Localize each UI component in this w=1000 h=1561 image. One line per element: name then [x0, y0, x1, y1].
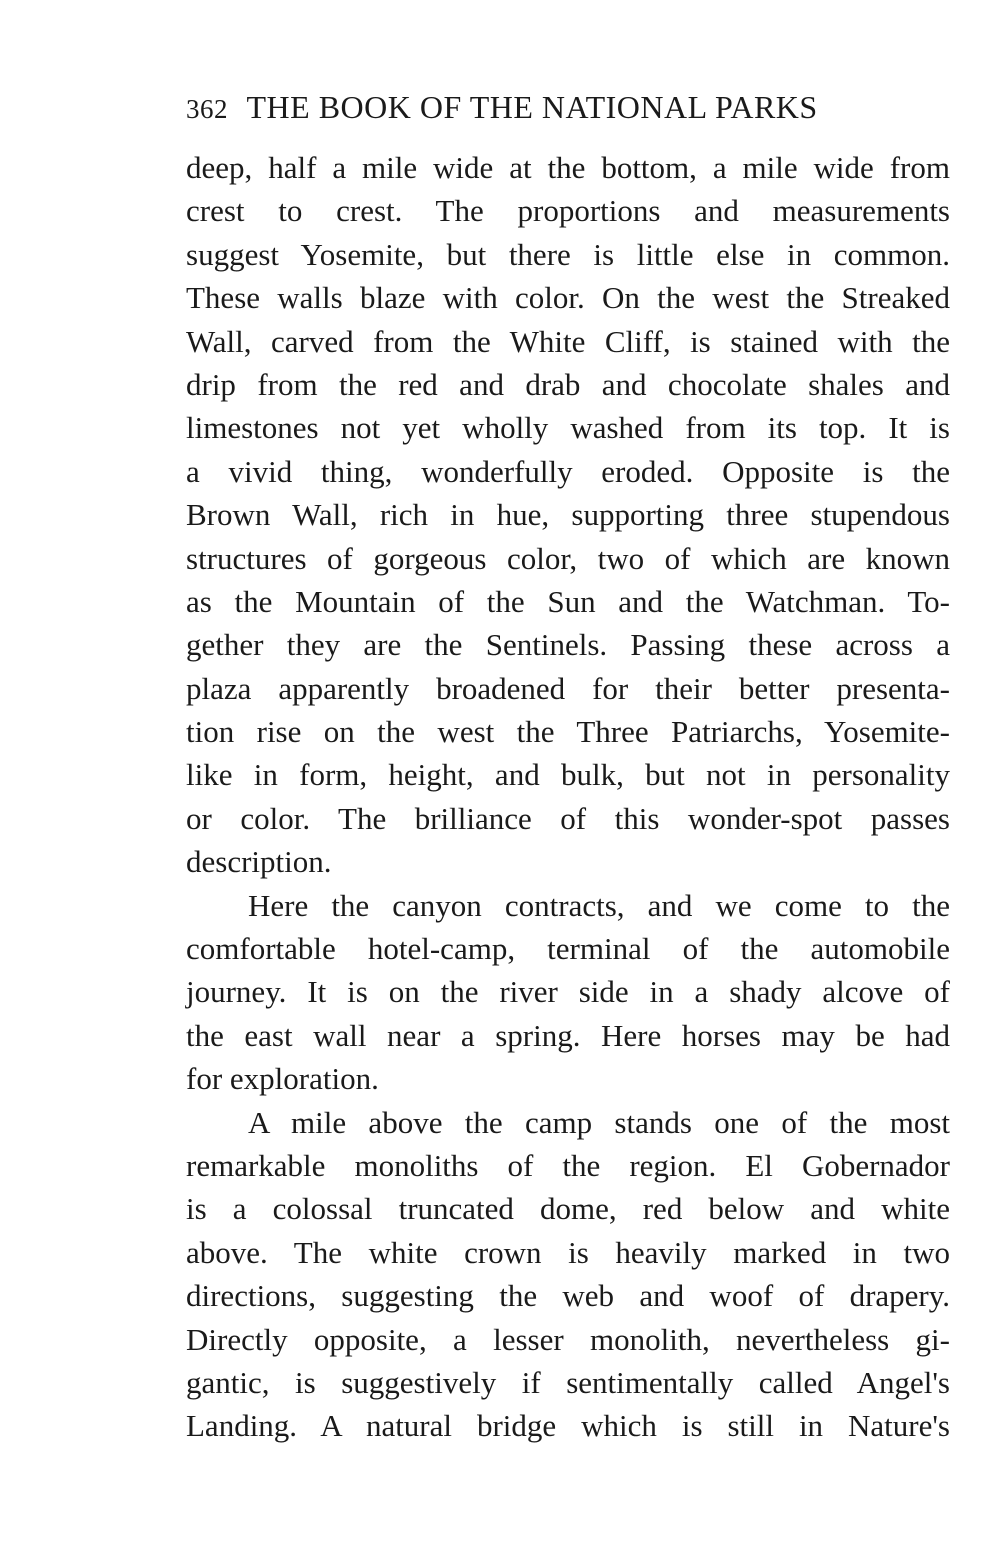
text-line: a vivid thing, wonderfully eroded. Opposite is the	[186, 453, 950, 489]
text-line: above. The white crown is heavily marked in two	[186, 1234, 950, 1270]
text-line: tion rise on the west the Three Patriarchs, Yosemite-	[186, 714, 950, 750]
text-line: remarkable monoliths of the region. El Gobernador	[186, 1147, 950, 1183]
text-line: limestones not yet wholly washed from its top. It is	[186, 410, 950, 446]
text-line: Landing. A natural bridge which is still in Nature's	[186, 1408, 950, 1444]
text-line: comfortable hotel-camp, terminal of the automobile	[186, 931, 950, 967]
text-line: as the Mountain of the Sun and the Watchman. To-	[186, 583, 950, 619]
text-line: gether they are the Sentinels. Passing these across a	[186, 627, 950, 663]
text-line: drip from the red and drab and chocolate shales and	[186, 366, 950, 402]
text-line: is a colossal truncated dome, red below and white	[186, 1191, 950, 1227]
text-line: or color. The brilliance of this wonder-spot passes	[186, 800, 950, 836]
text-line: description.	[186, 844, 332, 880]
running-title: THE BOOK OF THE NATIONAL PARKS	[246, 89, 818, 125]
running-head	[186, 84, 950, 130]
text-line: deep, half a mile wide at the bottom, a mile wide from	[186, 150, 950, 185]
text-line: Directly opposite, a lesser monolith, nevertheless gi-	[186, 1321, 950, 1357]
text-line: structures of gorgeous color, two of which are known	[186, 540, 950, 576]
text-line: gantic, is suggestively if sentimentally called Angel's	[186, 1364, 950, 1400]
text-line: A mile above the camp stands one of the most	[248, 1104, 950, 1140]
text-line: the east wall near a spring. Here horses may be had	[186, 1017, 950, 1053]
text-line: suggest Yosemite, but there is little else in common.	[186, 236, 950, 272]
text-line: journey. It is on the river side in a shady alcove of	[186, 974, 950, 1010]
text-line: Wall, carved from the White Cliff, is stained with the	[186, 323, 950, 359]
text-line: like in form, height, and bulk, but not in personality	[186, 757, 950, 793]
text-line: directions, suggesting the web and woof of drapery.	[186, 1278, 950, 1314]
text-line: Here the canyon contracts, and we come to the	[248, 887, 950, 923]
text-line: for exploration.	[186, 1061, 379, 1097]
text-line: plaza apparently broadened for their better presenta-	[186, 670, 950, 706]
body-text	[186, 146, 950, 1448]
text-line: crest to crest. The proportions and measurements	[186, 193, 950, 229]
page-number: 362	[186, 94, 228, 124]
text-line: These walls blaze with color. On the west the Streaked	[186, 280, 950, 316]
text-line: Brown Wall, rich in hue, supporting three stupendous	[186, 497, 950, 533]
